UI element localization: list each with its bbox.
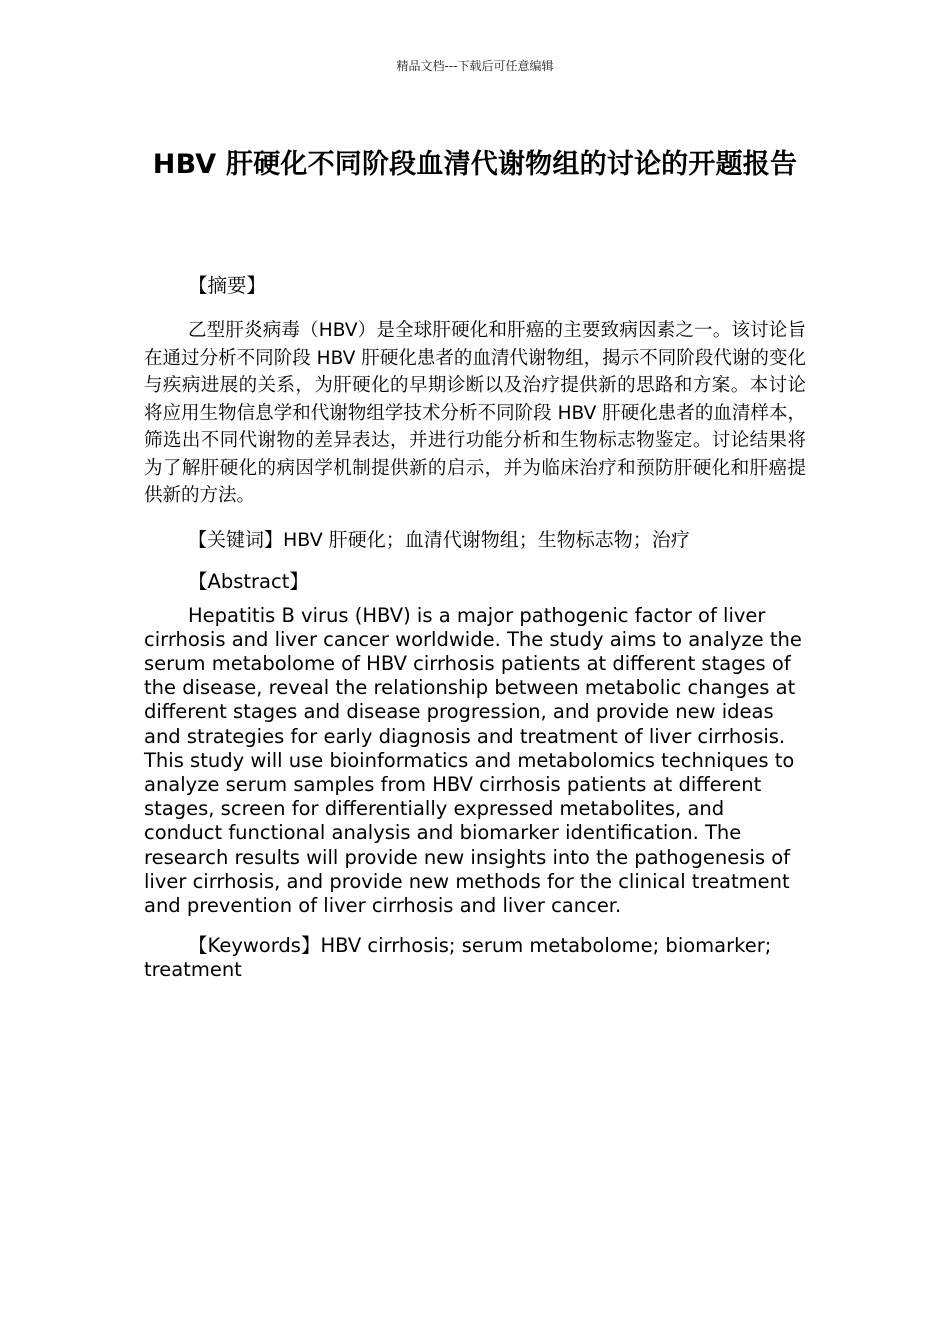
document-body bbox=[144, 270, 806, 983]
keywords-en: 【Keywords】HBV cirrhosis; serum metabolome; biomarker; treatment bbox=[144, 934, 772, 982]
running-header: 精品文档---下载后可任意编辑 bbox=[396, 59, 554, 73]
abstract-en-heading: 【Abstract】 bbox=[188, 569, 309, 593]
abstract-cn-heading: 【摘要】 bbox=[188, 274, 267, 297]
keywords-cn: 【关键词】HBV 肝硬化；血清代谢物组；生物标志物；治疗 bbox=[188, 528, 690, 551]
document-title: HBV 肝硬化不同阶段血清代谢物组的讨论的开题报告 bbox=[152, 149, 798, 180]
abstract-en-body: Hepatitis B virus (HBV) is a major pathogenic factor of liver cirrhosis and liver cancer worldwide. The study aims to analyze the serum metabolome of HBV cirrhosis patients at different stages of the disease, reveal the relationship between metabolic changes at different stages and disease progression, and provide new ideas and strategies for early diagnosis and treatment of liver cirrhosis. This study will use bioinformatics and metabolomics techniques to analyze serum samples from HBV cirrhosis patients at different stages, screen for differentially expressed metabolites, and conduct functional analysis and biomarker identification. The research results will provide new insights into the pathogenesis of liver cirrhosis, and provide new methods for the clinical treatment and prevention of liver cirrhosis and liver cancer. bbox=[144, 603, 802, 917]
abstract-cn-body: 乙型肝炎病毒（HBV）是全球肝硬化和肝癌的主要致病因素之一。该讨论旨在通过分析不同阶段 HBV 肝硬化患者的血清代谢物组，揭示不同阶段代谢的变化与疾病进展的关系，为肝硬化的早期诊断以及治疗提供新的思路和方案。本讨论将应用生物信息学和代谢物组学技术分析不同阶段 HBV 肝硬化患者的血清样本，筛选出不同代谢物的差异表达，并进行功能分析和生物标志物鉴定。讨论结果将为了解肝硬化的病因学机制提供新的启示，并为临床治疗和预防肝硬化和肝癌提供新的方法。 bbox=[144, 320, 806, 506]
